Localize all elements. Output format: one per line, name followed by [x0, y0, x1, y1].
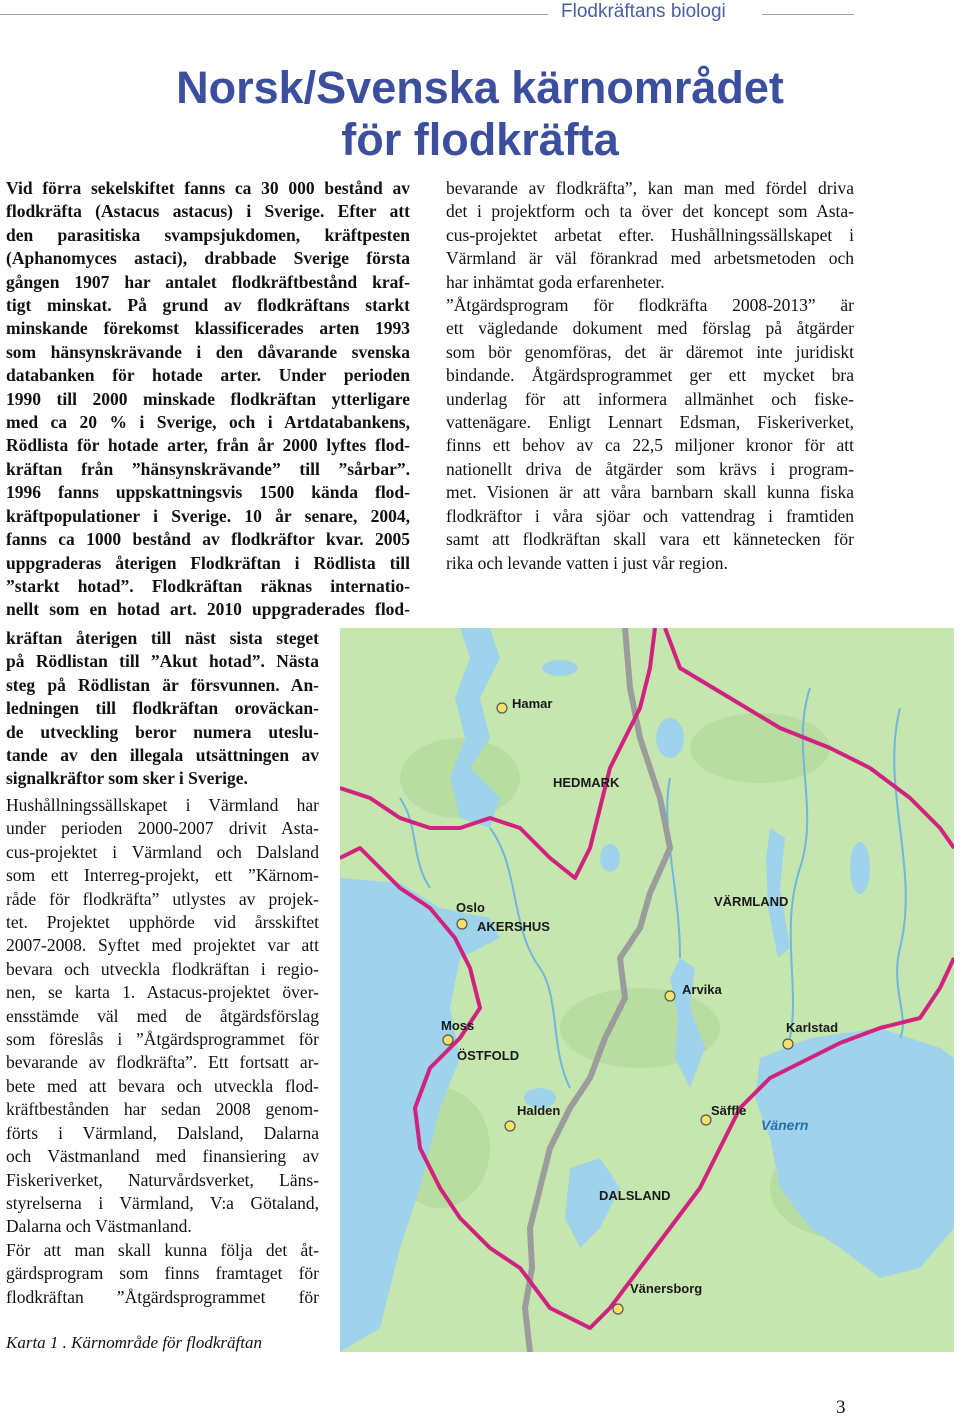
text-line: tande av den illegala utsättningen av: [6, 745, 319, 766]
text-line: nellt som en hotad art. 2010 uppgraderades flod-: [6, 599, 410, 620]
text-line: bete med att bevara och utveckla flod-: [6, 1075, 319, 1096]
text-line: vattenägare. Enligt Lennart Edsman, Fiskeriverket,: [446, 412, 854, 433]
map-label-karlstad: Karlstad: [786, 1020, 839, 1035]
text-line: Värmland är väl förankrad med arbetsmetoden och: [446, 248, 854, 269]
header-rule-right: [762, 14, 854, 15]
city-dot-arvika: [665, 991, 675, 1001]
left-bold-paragraph-continued: [6, 627, 319, 791]
text-line: den parasitiska svampsjukdomen, kräftpesten: [6, 224, 410, 245]
text-line: med ca 20 % i Sverige, och i Artdatabankens,: [6, 412, 410, 433]
text-line: nationellt driva de åtgärder som krävs i program-: [446, 458, 854, 479]
text-line: ”Åtgärdsprogram för flodkräfta 2008-2013” är: [446, 295, 854, 316]
text-line: och Västmanland med finansiering av: [6, 1146, 319, 1167]
text-line: bevarande av flodkräfta”. Ett fortsatt ar-: [6, 1052, 319, 1073]
page-number: 3: [836, 1397, 846, 1418]
text-line: Vid förra sekelskiftet fanns ca 30 000 bestånd av: [6, 178, 410, 198]
text-line: kräftan från ”hänsynskrävande” till ”sårbar”.: [6, 458, 410, 479]
left-body-paragraph: [6, 794, 319, 1309]
text-line: nen, se karta 1. Astacus-projektet över-: [6, 982, 319, 1003]
text-line: tet. Projektet upphörde vid årsskiftet: [6, 912, 319, 933]
text-line: samt att flodkräftan skall vara ett kännetecken för: [446, 529, 854, 550]
text-line: det i projektform och ta över det koncept som Asta-: [446, 201, 854, 222]
text-line: kräftpopulationer i Sverige. 10 år senare, 2004,: [6, 505, 410, 526]
text-line: Rödlista för hotade arter, från år 2000 lyftes flod-: [6, 435, 410, 456]
core-area-map: [340, 628, 954, 1352]
text-line: har inhämtat goda erfarenheter.: [446, 271, 665, 292]
lake-small-2: [656, 718, 684, 758]
city-dot-karlstad: [783, 1039, 793, 1049]
left-bold-paragraph: [6, 177, 410, 622]
text-line: signalkräftor som sker i Sverige.: [6, 768, 248, 789]
text-line: steg på Rödlistan är försvunnen. An-: [6, 674, 319, 695]
text-line: cus-projektet i Värmland och Dalsland: [6, 841, 319, 862]
text-line: Fiskeriverket, Naturvårdsverket, Läns-: [6, 1169, 319, 1190]
header-rule-left: [0, 14, 548, 15]
text-line: de utveckling beror numera uteslu-: [6, 721, 319, 742]
city-dot-halden: [505, 1121, 515, 1131]
text-line: För att man skall kunna följa det åt-: [6, 1239, 319, 1260]
text-line: kräftan återigen till näst sista steget: [6, 628, 319, 648]
map-label-dalsland: DALSLAND: [599, 1188, 671, 1203]
text-line: på Rödlistan till ”Akut hotad”. Nästa: [6, 651, 319, 672]
map-label-arvika: Arvika: [682, 982, 722, 997]
text-line: underlag för att informera allmänhet och fiske-: [446, 388, 854, 409]
lake-small-1: [542, 660, 578, 676]
text-line: tigt minskat. På grund av flodkräftans starkt: [6, 295, 410, 316]
map-label-vanersborg: Vänersborg: [630, 1281, 703, 1296]
text-line: Hushållningssällskapet i Värmland har: [6, 795, 319, 815]
text-line: (Aphanomyces astaci), drabbade Sverige första: [6, 248, 410, 269]
text-line: förts i Värmland, Dalsland, Dalarna: [6, 1122, 319, 1143]
text-line: råde för flodkräfta” utlystes av projek-: [6, 888, 319, 909]
text-line: under perioden 2000-2007 drivit Asta-: [6, 818, 319, 839]
text-line: rika och levande vatten i just vår region.: [446, 552, 728, 573]
text-line: minskande förekomst klassificerades arten 1993: [6, 318, 410, 339]
text-line: databanken för hotade arter. Under perioden: [6, 365, 410, 386]
text-line: flodkräftan ”Åtgärdsprogrammet för: [6, 1286, 319, 1307]
text-line: kräftbestånden har sedan 2008 genom-: [6, 1099, 319, 1120]
map-label-saffle: Säffle: [711, 1103, 747, 1118]
text-line: som föreslås i ”Åtgärdsprogrammet för: [6, 1029, 319, 1050]
map-label-vanern: Vänern: [761, 1117, 809, 1133]
text-line: ”starkt hotad”. Flodkräftan räknas internatio-: [6, 575, 410, 596]
map-label-varmland: VÄRMLAND: [714, 894, 789, 909]
text-line: fanns ca 1000 bestånd av flodkräftor kvar. 2005: [6, 529, 410, 550]
text-line: cus-projektet arbetat efter. Hushållningssällskapet i: [446, 224, 854, 245]
map-label-halden: Halden: [517, 1103, 561, 1118]
lake-small-5: [600, 844, 620, 872]
map-label-hedmark: HEDMARK: [553, 775, 620, 790]
text-line: flodkräfta (Astacus astacus) i Sverige. Efter att: [6, 201, 410, 222]
text-line: Dalarna och Västmanland.: [6, 1216, 192, 1237]
page-title-line2: för flodkräfta: [341, 114, 619, 165]
text-line: ensstämde väl med de åtgärdsförslag: [6, 1005, 319, 1026]
text-line: bevara och utveckla flodkräftan i regio-: [6, 958, 319, 979]
lake-small-4: [850, 842, 870, 894]
page-title-line1: Norsk/Svenska kärnområdet: [176, 62, 784, 113]
map-label-moss: Moss: [441, 1018, 475, 1033]
text-line: 1996 fanns uppskattningsvis 1500 kända flod-: [6, 482, 410, 503]
city-dot-hamar: [497, 703, 507, 713]
map-label-akershus: AKERSHUS: [477, 919, 550, 934]
text-line: ett vägledande dokument med förslag på åtgärder: [446, 318, 854, 339]
map-label-hamar: Hamar: [512, 696, 553, 711]
text-line: styrelserna i Värmland, V:a Götaland,: [6, 1192, 319, 1213]
text-line: uppgraderas återigen Flodkräftan i Rödlista till: [6, 552, 410, 573]
text-line: som bör genomföras, det är däremot inte juridiskt: [446, 341, 854, 362]
map-label-ostfold: ÖSTFOLD: [457, 1048, 520, 1063]
text-line: 2007-2008. Syftet med projektet var att: [6, 935, 319, 956]
section-header: Flodkräftans biologi: [561, 1, 726, 22]
text-line: gärdsprogram som finns framtaget för: [6, 1263, 319, 1284]
text-line: gången 1907 har antalet flodkräftbestånd kraf-: [6, 271, 410, 292]
city-dot-oslo: [457, 919, 467, 929]
map-caption: Karta 1 . Kärnområde för flodkräftan: [6, 1333, 262, 1352]
city-dot-vanersborg: [613, 1304, 623, 1314]
text-line: ledningen till flodkräftan oroväckan-: [6, 698, 319, 719]
city-dot-moss: [443, 1035, 453, 1045]
city-dot-saffle: [701, 1115, 711, 1125]
text-line: flodkräftor i våra sjöar och vattendrag i framtiden: [446, 505, 854, 526]
text-line: som hänsynskrävande i den dåvarande svenska: [6, 341, 410, 362]
right-body-paragraph: [446, 177, 854, 575]
text-line: som ett Interreg-projekt, ett ”Kärnom-: [6, 865, 319, 886]
text-line: met. Visionen är att våra barnbarn skall kunna fiska: [446, 482, 854, 503]
text-line: 1990 till 2000 minskade flodkräftan ytterligare: [6, 388, 410, 409]
text-line: bindande. Åtgärdsprogrammet ger ett mycket bra: [446, 365, 854, 386]
text-line: finns ett behov av ca 22,5 miljoner kronor för att: [446, 435, 854, 456]
map-label-oslo: Oslo: [456, 900, 485, 915]
text-line: bevarande av flodkräfta”, kan man med fördel driva: [446, 178, 854, 198]
